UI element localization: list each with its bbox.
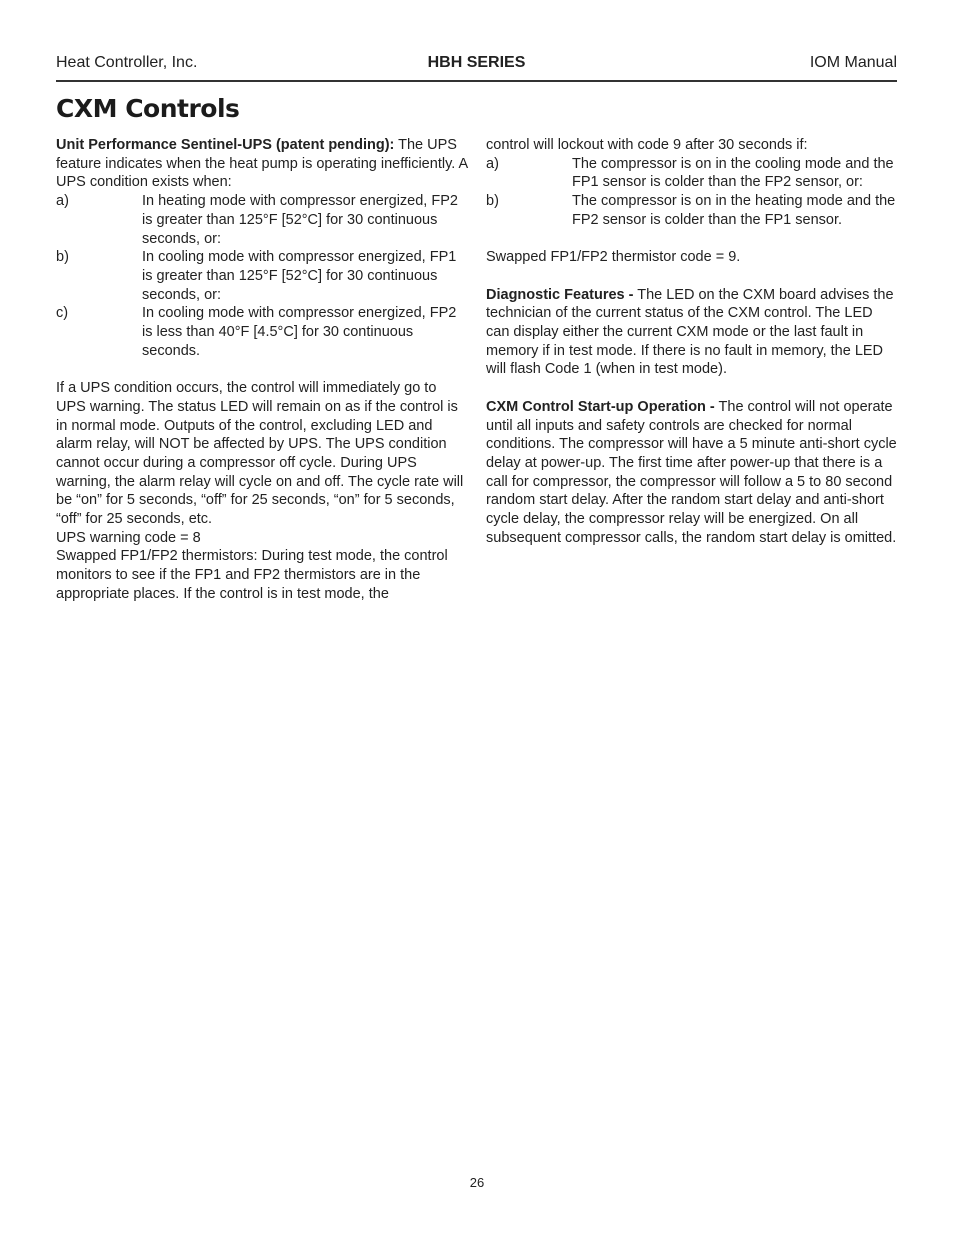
list-item <box>56 192 468 248</box>
list-item-label: a) <box>56 193 69 210</box>
ups-intro-paragraph <box>56 136 468 192</box>
diagnostic-text: The LED on the CXM board advises the technician of the current status of the CXM control. The LED can display either the current CXM mode or the last fault in memory if in test mode. If there is no fault in memory, the LED will flash Code 1 (when in test mode). <box>486 286 894 378</box>
ups-heading: Unit Performance Sentinel-UPS (patent pending): <box>56 137 395 153</box>
swapped-thermistors-paragraph: Swapped FP1/FP2 thermistors: During test mode, the control monitors to see if the FP1 and FP2 thermistors are in the appropriate places. If the control is in test mode, the <box>56 548 448 602</box>
list-item-text: The compressor is on in the heating mode and the FP2 sensor is colder than the FP1 sensor. <box>572 193 896 228</box>
list-item-label: b) <box>56 249 69 266</box>
list-item-text: In cooling mode with compressor energized, FP2 is less than 40°F [4.5°C] for 30 continuous seconds. <box>142 305 457 359</box>
ups-intro-text: The UPS feature indicates when the heat pump is operating inefficiently. A UPS condition exists when: <box>56 137 468 191</box>
list-item <box>486 192 898 229</box>
list-item-label: a) <box>486 155 499 172</box>
lockout-intro: control will lockout with code 9 after 30 seconds if: <box>486 137 808 153</box>
page-title: CXM Controls <box>56 94 240 123</box>
swapped-code: Swapped FP1/FP2 thermistor code = 9. <box>486 249 741 266</box>
diagnostic-paragraph <box>486 286 898 380</box>
list-item-label: b) <box>486 193 499 210</box>
list-item-label: c) <box>56 305 69 322</box>
list-item <box>56 248 468 304</box>
list-item <box>56 304 468 360</box>
list-item-text: The compressor is on in the cooling mode and the FP1 sensor is colder than the FP2 sensor, or: <box>572 155 894 191</box>
left-column <box>56 136 468 604</box>
list-item <box>486 155 898 192</box>
series-name: HBH SERIES <box>427 54 526 71</box>
diagnostic-heading: Diagnostic Features - <box>486 286 634 303</box>
page-number: 26 <box>469 1175 485 1190</box>
startup-heading: CXM Control Start-up Operation - <box>486 398 715 415</box>
ups-warning-paragraph: If a UPS condition occurs, the control will immediately go to UPS warning. The status LED will remain on as if the control is in normal mode. Outputs of the control, excluding LED and alarm relay, will NOT be affected by UPS. The UPS condition cannot occur during a compressor off cycle. During UPS warning, the alarm relay will cycle on and off. The cycle rate will be “on” for 5 seconds, “off” for 25 seconds, “on” for 5 seconds, “off” for 25 seconds, etc. <box>56 380 464 528</box>
page-header <box>56 52 897 82</box>
startup-text: The control will not operate until all inputs and safety controls are checked for normal conditions. The compressor will have a 5 minute anti-short cycle delay at power-up. The first time after power-up that there is a call for compressor, the compressor will follow a 5 to 80 second random start delay. After the random start delay and anti-short cycle delay, the compressor relay will be energized. On all subsequent compressor calls, the random start delay is omitted. <box>486 398 897 546</box>
right-column <box>486 136 898 547</box>
manual-name: IOM Manual <box>809 54 897 71</box>
list-item-text: In heating mode with compressor energized, FP2 is greater than 125°F [52°C] for 30 continuous seconds, or: <box>142 193 458 247</box>
company-name: Heat Controller, Inc. <box>56 54 198 71</box>
list-item-text: In cooling mode with compressor energized, FP1 is greater than 125°F [52°C] for 30 continuous seconds, or: <box>142 249 457 303</box>
startup-paragraph <box>486 398 898 548</box>
ups-code: UPS warning code = 8 <box>56 529 201 546</box>
